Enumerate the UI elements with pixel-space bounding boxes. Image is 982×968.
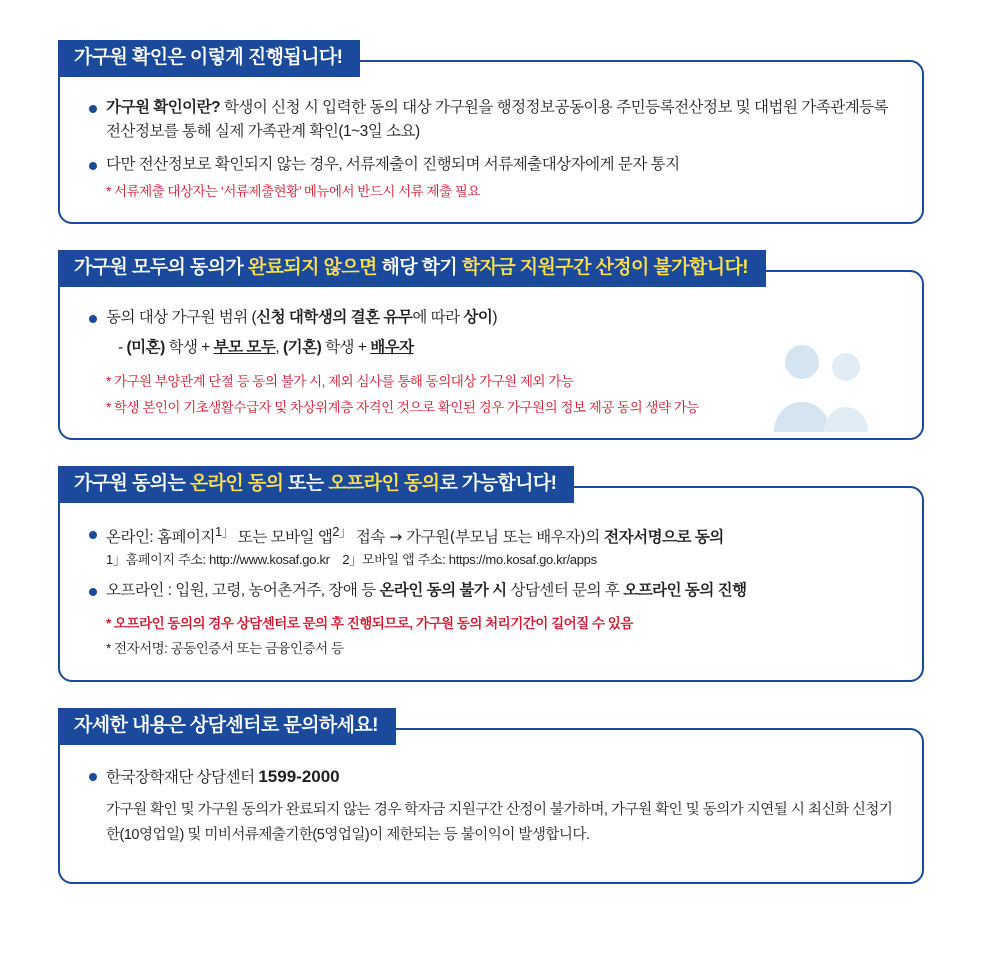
section-2-scope-line [86, 336, 896, 361]
section-2-header-highlight-1: 완료되지 않으면 [247, 257, 377, 279]
bullet-post: ) [492, 309, 497, 327]
section-consent-required [58, 250, 924, 440]
list-item [86, 306, 896, 330]
list-item [86, 96, 896, 144]
bullet-mid: 에 따라 [412, 309, 464, 327]
section-2-bullet-list [86, 306, 896, 330]
status-married: (기혼) [283, 339, 322, 357]
center-label: 한국장학재단 상담센터 [106, 768, 259, 786]
section-2-header-highlight-2: 학자금 지원구간 산정이 불가합니다! [461, 257, 748, 279]
section-3-header-text-2: 또는 [283, 473, 329, 495]
section-consent-methods [58, 466, 924, 682]
section-3-header [58, 466, 574, 503]
section-4-header-text: 자세한 내용은 상담센터로 문의하세요! [74, 715, 378, 737]
online-mid: 또는 모바일 앱 [234, 529, 333, 547]
section-2-note-1: * 가구원 부양관계 단절 등 동의 불가 시, 제외 심사를 통해 동의대상 가구원 제외 가능 [106, 374, 574, 390]
section-2-header [58, 250, 766, 287]
footnote-ref-1: 1」 [214, 524, 235, 540]
section-household-check [58, 40, 924, 224]
bullet-1-text: 학생이 신청 시 입력한 동의 대상 가구원을 행정정보공동이용 주민등록전산정보 및 대법원 가족관계등록전산정보를 통해 실제 가족관계 확인(1~3일 소요) [106, 98, 889, 140]
section-counseling-center [58, 708, 924, 883]
status-unmarried: (미혼) [126, 339, 165, 357]
offline-strong-1: 온라인 동의 불가 시 [379, 581, 507, 599]
section-2-note-2: * 학생 본인이 기초생활수급자 및 차상위계층 자격인 것으로 확인된 경우 가구원의 정보 제공 동의 생략 가능 [106, 399, 699, 415]
section-3-note-1: * 오프라인 동의의 경우 상담센터로 문의 후 진행되므로, 가구원 동의 처리기간이 길어질 수 있음 [106, 615, 633, 631]
footnote-ref-2: 2」 [332, 524, 352, 540]
section-3-note-2: * 전자서명: 공동인증서 또는 금융인증서 등 [106, 641, 344, 657]
section-1-header-text-2: 은 이렇게 진행됩니다! [167, 47, 343, 68]
parents-both: 부모 모두 [213, 339, 276, 357]
bullet-strong-2: 상이 [463, 309, 493, 327]
bullet-1-strong: 가구원 확인이란? [106, 98, 224, 116]
section-1-header [58, 40, 360, 77]
list-item [86, 764, 896, 790]
bullet-2-text: 다만 전산정보로 확인되지 않는 경우, 서류제출이 진행되며 서류제출대상자에게 문자 통지 [106, 155, 680, 173]
text-1: 학생 + [164, 339, 214, 357]
section-3-body [58, 486, 924, 682]
text-2: , [275, 339, 283, 357]
list-item [86, 522, 896, 570]
section-2-body [58, 270, 924, 440]
section-3-header-highlight-1: 온라인 동의 [189, 473, 284, 495]
offline-pre: 오프라인 : 입원, 고령, 농어촌거주, 장애 등 [106, 581, 380, 599]
section-2-header-text-2: 해당 학기 [376, 257, 462, 279]
section-3-header-text-3: 로 가능합니다! [439, 473, 557, 495]
section-3-header-highlight-2: 오프라인 동의 [328, 473, 440, 495]
section-1-note: * 서류제출 대상자는 ‘서류제출현황’ 메뉴에서 반드시 서류 제출 필요 [106, 183, 480, 199]
offline-strong-2: 오프라인 동의 진행 [623, 581, 747, 599]
section-4-bullet-list [86, 764, 896, 790]
section-1-body [58, 60, 924, 225]
spouse: 배우자 [370, 339, 414, 357]
footnote-urls: 1」홈페이지 주소: http://www.kosaf.go.kr 2」모바일 앱 주소: https://mo.kosaf.go.kr/apps [106, 552, 597, 568]
section-3-bullet-list [86, 522, 896, 603]
list-item [86, 579, 896, 603]
section-4-paragraph: 가구원 확인 및 가구원 동의가 완료되지 않는 경우 학자금 지원구간 산정이 불가하며, 가구원 확인 및 동의가 지연될 시 최신화 신청기한(10영업일) 및 미비서류제출기한(5영업일)이 제한되는 등 불이익이 발생합니다. [106, 802, 893, 843]
online-pre: 온라인: 홈페이지 [106, 529, 215, 547]
online-mid-2: 접속 → 가구원(부모님 또는 배우자)의 [351, 528, 605, 547]
phone-number: 1599-2000 [258, 766, 340, 786]
section-4-body [58, 728, 924, 884]
list-item [86, 153, 896, 177]
bullet-strong-1: 신청 대학생의 결혼 유무 [256, 309, 413, 327]
text-3: 학생 + [321, 339, 371, 357]
bullet-pre: 동의 대상 가구원 범위 ( [106, 309, 257, 327]
section-3-header-text-1: 가구원 동의는 [74, 473, 190, 495]
online-strong: 전자서명으로 동의 [604, 529, 724, 547]
section-2-header-text-1: 가구원 모두의 동의가 [74, 257, 248, 279]
section-1-bullet-list [86, 96, 896, 177]
offline-mid: 상담센터 문의 후 [506, 581, 624, 599]
dash: - [118, 339, 127, 357]
section-1-header-text-1: 가구원 확인 [74, 47, 168, 68]
section-4-header [58, 708, 396, 745]
